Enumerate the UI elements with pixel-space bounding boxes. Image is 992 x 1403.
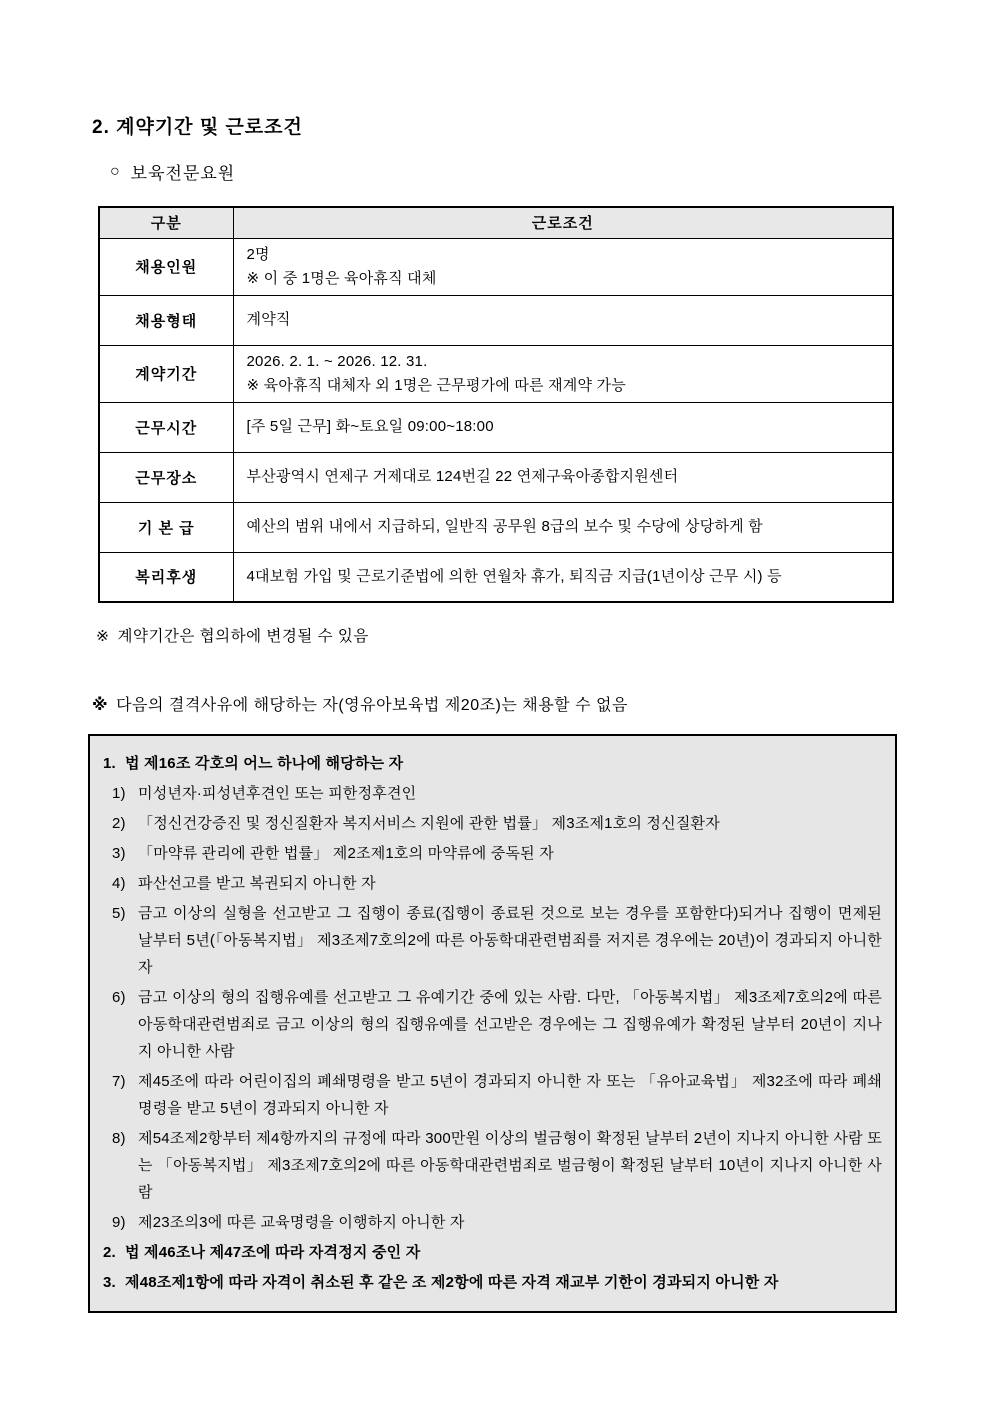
row-content bbox=[233, 402, 893, 452]
row-label: 근무장소 bbox=[99, 452, 233, 502]
disqualification-item bbox=[112, 780, 882, 807]
item-text: 제48조제1항에 따라 자격이 취소된 후 같은 조 제2항에 따른 자격 재교부 기한이 경과되지 아니한 자 bbox=[125, 1274, 779, 1291]
item-text: 제23조의3에 따른 교육명령을 이행하지 아니한 자 bbox=[138, 1214, 465, 1231]
table-row bbox=[99, 345, 893, 402]
disqualification-heading bbox=[92, 692, 992, 715]
item-text: 금고 이상의 실형을 선고받고 그 집행이 종료(집행이 종료된 것으로 보는 경우를 포함한다)되거나 집행이 면제된 날부터 5년(「아동복지법」 제3조제7호의2에 따른 아동학대관련범죄를 저지른 경우에는 20년)이 경과되지 아니한 자 bbox=[138, 905, 882, 976]
item-marker: 3) bbox=[112, 845, 126, 862]
item-marker: 9) bbox=[112, 1214, 126, 1231]
content-line: 예산의 범위 내에서 지급하되, 일반직 공무원 8급의 보수 및 수당에 상당하게 함 bbox=[246, 518, 763, 535]
item-text: 「정신건강증진 및 정신질환자 복지서비스 지원에 관한 법률」 제3조제1호의 정신질환자 bbox=[138, 815, 720, 832]
content-line: 2명 bbox=[246, 245, 270, 263]
item-marker: 8) bbox=[112, 1130, 126, 1147]
content-line: 2026. 2. 1. ~ 2026. 12. 31. bbox=[246, 352, 428, 370]
disqualification-item bbox=[112, 984, 882, 1065]
note-text: 계약기간은 협의하에 변경될 수 있음 bbox=[117, 628, 369, 645]
reference-mark: ※ bbox=[96, 628, 110, 645]
disqualification-item bbox=[112, 1209, 882, 1236]
row-label: 채용형태 bbox=[99, 295, 233, 345]
table-row bbox=[99, 502, 893, 552]
table-row bbox=[99, 452, 893, 502]
row-content bbox=[233, 502, 893, 552]
item-text: 제54조제2항부터 제4항까지의 규정에 따라 300만원 이상의 벌금형이 확정된 날부터 2년이 지나지 아니한 사람 또는 「아동복지법」 제3조제7호의2에 따른 아동학대관련범죄로 벌금형이 확정된 날부터 10년이 지나지 아니한 사람 bbox=[138, 1130, 882, 1201]
item-text: 법 제46조나 제47조에 따라 자격정지 중인 자 bbox=[125, 1244, 421, 1261]
item-text: 제45조에 따라 어린이집의 폐쇄명령을 받고 5년이 경과되지 아니한 자 또는 「유아교육법」 제32조에 따라 폐쇄명령을 받고 5년이 경과되지 아니한 자 bbox=[138, 1073, 882, 1117]
item-marker: 4) bbox=[112, 875, 126, 892]
item-text: 금고 이상의 형의 집행유예를 선고받고 그 유예기간 중에 있는 사람. 다만, 「아동복지법」 제3조제7호의2에 따른 아동학대관련범죄로 금고 이상의 형의 집행유예를 선고받은 경우에는 그 집행유예가 확정된 날부터 20년이 지나지 아니한 사람 bbox=[138, 989, 882, 1060]
content-line: 계약직 bbox=[246, 311, 291, 328]
circle-bullet-icon: ○ bbox=[110, 162, 121, 180]
section-subtitle bbox=[110, 159, 992, 184]
header-cell-category: 구분 bbox=[99, 207, 233, 238]
item-text: 파산선고를 받고 복권되지 아니한 자 bbox=[138, 875, 376, 892]
row-content bbox=[233, 295, 893, 345]
item-marker: 2. bbox=[103, 1244, 116, 1261]
content-line: 부산광역시 연제구 거제대로 124번길 22 연제구육아종합지원센터 bbox=[246, 468, 679, 485]
page-title: 2. 계약기간 및 근로조건 bbox=[92, 117, 303, 138]
row-label: 계약기간 bbox=[99, 345, 233, 402]
disqualification-item bbox=[112, 810, 882, 837]
item-marker: 3. bbox=[103, 1274, 116, 1291]
item-marker: 2) bbox=[112, 815, 126, 832]
item-text: 법 제16조 각호의 어느 하나에 해당하는 자 bbox=[125, 755, 404, 772]
content-line: ※ 이 중 1명은 육아휴직 대체 bbox=[246, 269, 437, 287]
row-label: 근무시간 bbox=[99, 402, 233, 452]
working-conditions-table bbox=[98, 206, 894, 603]
disqualification-item bbox=[103, 750, 882, 777]
table-row bbox=[99, 295, 893, 345]
disqualification-item bbox=[112, 1068, 882, 1122]
row-content bbox=[233, 452, 893, 502]
item-marker: 7) bbox=[112, 1073, 126, 1090]
contract-change-note bbox=[96, 624, 992, 646]
disqualification-box bbox=[88, 734, 897, 1313]
header-cell-conditions: 근로조건 bbox=[233, 207, 893, 238]
disqualification-item bbox=[112, 840, 882, 867]
row-content bbox=[233, 552, 893, 602]
content-line: ※ 육아휴직 대체자 외 1명은 근무평가에 따른 재계약 가능 bbox=[246, 376, 626, 394]
subtitle-label: 보육전문요원 bbox=[130, 164, 236, 183]
table-row bbox=[99, 402, 893, 452]
disqualification-item bbox=[103, 1239, 882, 1266]
row-content bbox=[233, 345, 893, 402]
disqualification-item bbox=[103, 1269, 882, 1296]
item-marker: 1) bbox=[112, 785, 126, 802]
reference-mark: ※ bbox=[92, 697, 109, 714]
disqualification-item bbox=[112, 870, 882, 897]
content-line: [주 5일 근무] 화~토요일 09:00~18:00 bbox=[246, 418, 494, 435]
item-text: 미성년자·피성년후견인 또는 피한정후견인 bbox=[138, 785, 417, 802]
item-text: 「마약류 관리에 관한 법률」 제2조제1호의 마약류에 중독된 자 bbox=[138, 845, 554, 862]
item-marker: 1. bbox=[103, 755, 116, 772]
content-line: 4대보험 가입 및 근로기준법에 의한 연월차 휴가, 퇴직금 지급(1년이상 근무 시) 등 bbox=[246, 567, 782, 585]
item-marker: 5) bbox=[112, 905, 126, 922]
row-label: 기 본 급 bbox=[99, 502, 233, 552]
disqualification-item bbox=[112, 900, 882, 981]
row-label: 채용인원 bbox=[99, 238, 233, 295]
table-header-row bbox=[99, 207, 893, 238]
item-marker: 6) bbox=[112, 989, 126, 1006]
disqualification-item bbox=[112, 1125, 882, 1206]
table-row bbox=[99, 238, 893, 295]
disqualification-heading-text: 다음의 결격사유에 해당하는 자(영유아보육법 제20조)는 채용할 수 없음 bbox=[116, 697, 628, 714]
row-content bbox=[233, 238, 893, 295]
table-row bbox=[99, 552, 893, 602]
row-label: 복리후생 bbox=[99, 552, 233, 602]
